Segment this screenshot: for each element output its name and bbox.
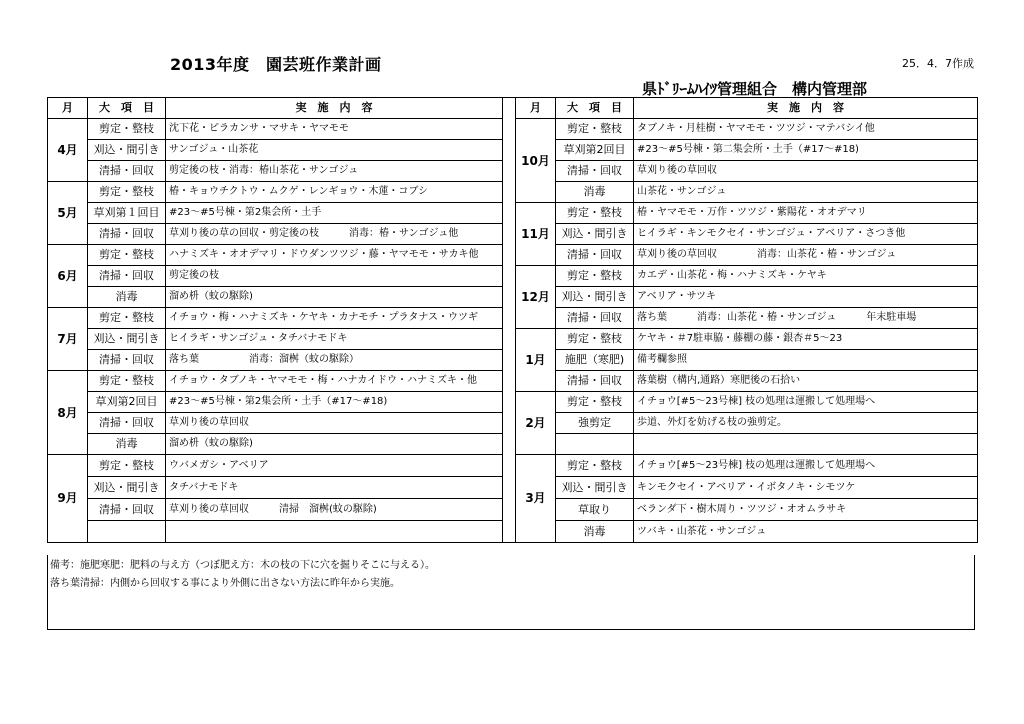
created-date: 25．4．7作成 bbox=[902, 57, 974, 70]
schedule-table bbox=[47, 97, 978, 543]
month-label: 10月 bbox=[516, 119, 556, 203]
content-cell: アベリア・サツキ bbox=[634, 287, 978, 308]
content-cell: ヒイラギ・サンゴジュ・タチバナモドキ bbox=[166, 329, 503, 350]
content-cell: カエデ・山茶花・梅・ハナミズキ・ケヤキ bbox=[634, 266, 978, 287]
month-label: 9月 bbox=[48, 455, 88, 543]
category-cell: 消毒 bbox=[556, 182, 634, 203]
content-cell: 歩道、外灯を妨げる枝の強剪定。 bbox=[634, 413, 978, 434]
content-cell: 溜め枡（蚊の駆除) bbox=[166, 287, 503, 308]
content-cell: イチョウ・梅・ハナミズキ・ケヤキ・カナモチ・プラタナス・ウツギ bbox=[166, 308, 503, 329]
content-cell: ケヤキ・＃7駐車脇・藤棚の藤・銀杏＃5～23 bbox=[634, 329, 978, 350]
category-cell: 刈込・間引き bbox=[88, 477, 166, 499]
content-cell: 椿・キョウチクトウ・ムクゲ・レンギョウ・木蓮・コブシ bbox=[166, 182, 503, 203]
category-cell: 刈込・間引き bbox=[88, 329, 166, 350]
content-cell bbox=[166, 521, 503, 543]
content-cell: 草刈り後の草回収 bbox=[166, 413, 503, 434]
category-cell: 消毒 bbox=[88, 434, 166, 455]
content-cell: 草刈り後の草回収 消毒：山茶花・椿・サンゴジュ bbox=[634, 245, 978, 266]
month-label: 7月 bbox=[48, 308, 88, 371]
content-cell: 山茶花・サンゴジュ bbox=[634, 182, 978, 203]
month-label: 5月 bbox=[48, 182, 88, 245]
category-cell: 清掃・回収 bbox=[556, 245, 634, 266]
category-cell: 清掃・回収 bbox=[556, 371, 634, 392]
category-cell: 施肥（寒肥) bbox=[556, 350, 634, 371]
category-cell: 清掃・回収 bbox=[88, 350, 166, 371]
page-title: 2013年度 園芸班作業計画 bbox=[170, 55, 382, 74]
category-cell: 刈込・間引き bbox=[556, 224, 634, 245]
category-cell: 剪定・整枝 bbox=[88, 455, 166, 477]
category-cell: 清掃・回収 bbox=[88, 499, 166, 521]
category-cell: 清掃・回収 bbox=[88, 413, 166, 434]
category-cell: 清掃・回収 bbox=[88, 266, 166, 287]
category-cell: 剪定・整枝 bbox=[88, 371, 166, 392]
category-cell: 草刈第2回目 bbox=[556, 140, 634, 161]
month-label: 12月 bbox=[516, 266, 556, 329]
content-cell bbox=[634, 434, 978, 455]
category-cell: 強剪定 bbox=[556, 413, 634, 434]
content-cell: ツバキ・山茶花・サンゴジュ bbox=[634, 521, 978, 543]
content-cell: イチョウ・タブノキ・ヤマモモ・梅・ハナカイドウ・ハナミズキ・他 bbox=[166, 371, 503, 392]
content-cell: イチョウ[#5～23号棟] 枝の処理は運搬して処理場へ bbox=[634, 455, 978, 477]
content-cell: #23～#5号棟・第2集会所・土手（#17～#18) bbox=[166, 392, 503, 413]
content-cell: 備考欄参照 bbox=[634, 350, 978, 371]
month-label: 6月 bbox=[48, 245, 88, 308]
category-cell bbox=[556, 434, 634, 455]
category-cell: 剪定・整枝 bbox=[556, 266, 634, 287]
organization-name: 県ﾄﾞﾘｰﾑﾊｲﾂ管理組合 構内管理部 bbox=[642, 80, 868, 98]
category-cell: 清掃・回収 bbox=[556, 308, 634, 329]
category-cell: 剪定・整枝 bbox=[88, 119, 166, 140]
category-cell: 剪定・整枝 bbox=[556, 392, 634, 413]
content-cell: #23～#5号棟・第2集会所・土手 bbox=[166, 203, 503, 224]
content-cell: 剪定後の枝・消毒：椿山茶花・サンゴジュ bbox=[166, 161, 503, 182]
header-month-right: 月 bbox=[516, 98, 556, 119]
header-category-right: 大 項 目 bbox=[556, 98, 634, 119]
table-gap bbox=[503, 98, 516, 543]
category-cell: 刈込・間引き bbox=[88, 140, 166, 161]
content-cell: 落ち葉 消毒：山茶花・椿・サンゴジュ 年末駐車場 bbox=[634, 308, 978, 329]
content-cell: 草刈り後の草回収 bbox=[634, 161, 978, 182]
content-cell: #23～#5号棟・第二集会所・土手（#17～#18) bbox=[634, 140, 978, 161]
content-cell: ウバメガシ・アベリア bbox=[166, 455, 503, 477]
category-cell: 消毒 bbox=[88, 287, 166, 308]
month-label: 8月 bbox=[48, 371, 88, 455]
header-category-left: 大 項 目 bbox=[88, 98, 166, 119]
header-content-left: 実 施 内 容 bbox=[166, 98, 503, 119]
category-cell: 清掃・回収 bbox=[88, 224, 166, 245]
header-content-right: 実 施 内 容 bbox=[634, 98, 978, 119]
category-cell: 剪定・整枝 bbox=[556, 203, 634, 224]
content-cell: 椿・ヤマモモ・万作・ツツジ・紫陽花・オオデマリ bbox=[634, 203, 978, 224]
content-cell: 草刈り後の草回収 清掃 溜桝(蚊の駆除) bbox=[166, 499, 503, 521]
category-cell: 消毒 bbox=[556, 521, 634, 543]
category-cell: 刈込・間引き bbox=[556, 477, 634, 499]
category-cell: 剪定・整枝 bbox=[88, 245, 166, 266]
content-cell: ヒイラギ・キンモクセイ・サンゴジュ・アベリア・さつき他 bbox=[634, 224, 978, 245]
content-cell: イチョウ[#5～23号棟] 枝の処理は運搬して処理場へ bbox=[634, 392, 978, 413]
category-cell: 剪定・整枝 bbox=[88, 182, 166, 203]
category-cell: 剪定・整枝 bbox=[556, 119, 634, 140]
category-cell: 草刈第2回目 bbox=[88, 392, 166, 413]
category-cell: 刈込・間引き bbox=[556, 287, 634, 308]
content-cell: 落葉樹（構内,通路）寒肥後の石拾い bbox=[634, 371, 978, 392]
content-cell: サンゴジュ・山茶花 bbox=[166, 140, 503, 161]
content-cell: タチバナモドキ bbox=[166, 477, 503, 499]
category-cell: 清掃・回収 bbox=[88, 161, 166, 182]
month-label: 1月 bbox=[516, 329, 556, 392]
content-cell: 落ち葉 消毒：溜桝（蚊の駆除） bbox=[166, 350, 503, 371]
month-label: 4月 bbox=[48, 119, 88, 182]
content-cell: 沈下花・ピラカンサ・マサキ・ヤマモモ bbox=[166, 119, 503, 140]
content-cell: キンモクセイ・アベリア・イボタノキ・シモツケ bbox=[634, 477, 978, 499]
category-cell: 剪定・整枝 bbox=[556, 329, 634, 350]
note-fertilizer: 備考：施肥寒肥：肥料の与え方（つぼ肥え方：木の枝の下に穴を掘りそこに与える）。 bbox=[50, 560, 435, 571]
month-label: 11月 bbox=[516, 203, 556, 266]
category-cell: 草刈第１回目 bbox=[88, 203, 166, 224]
header-month-left: 月 bbox=[48, 98, 88, 119]
content-cell: 剪定後の枝 bbox=[166, 266, 503, 287]
month-label: 3月 bbox=[516, 455, 556, 543]
category-cell: 剪定・整枝 bbox=[88, 308, 166, 329]
content-cell: 草刈り後の草の回収・剪定後の枝 消毒：椿・サンゴジュ他 bbox=[166, 224, 503, 245]
note-leaf-cleaning: 落ち葉清掃：内側から回収する事により外側に出さない方法に昨年から実施。 bbox=[50, 578, 400, 589]
content-cell: ハナミズキ・オオデマリ・ドウダンツツジ・藤・ヤマモモ・サカキ他 bbox=[166, 245, 503, 266]
category-cell bbox=[88, 521, 166, 543]
content-cell: 溜め枡（蚊の駆除) bbox=[166, 434, 503, 455]
category-cell: 清掃・回収 bbox=[556, 161, 634, 182]
category-cell: 剪定・整枝 bbox=[556, 455, 634, 477]
content-cell: ベランダ下・樹木周り・ツツジ・オオムラサキ bbox=[634, 499, 978, 521]
month-label: 2月 bbox=[516, 392, 556, 455]
category-cell: 草取り bbox=[556, 499, 634, 521]
notes-box bbox=[47, 555, 975, 630]
content-cell: タブノキ・月桂樹・ヤマモモ・ツツジ・マテバシイ他 bbox=[634, 119, 978, 140]
